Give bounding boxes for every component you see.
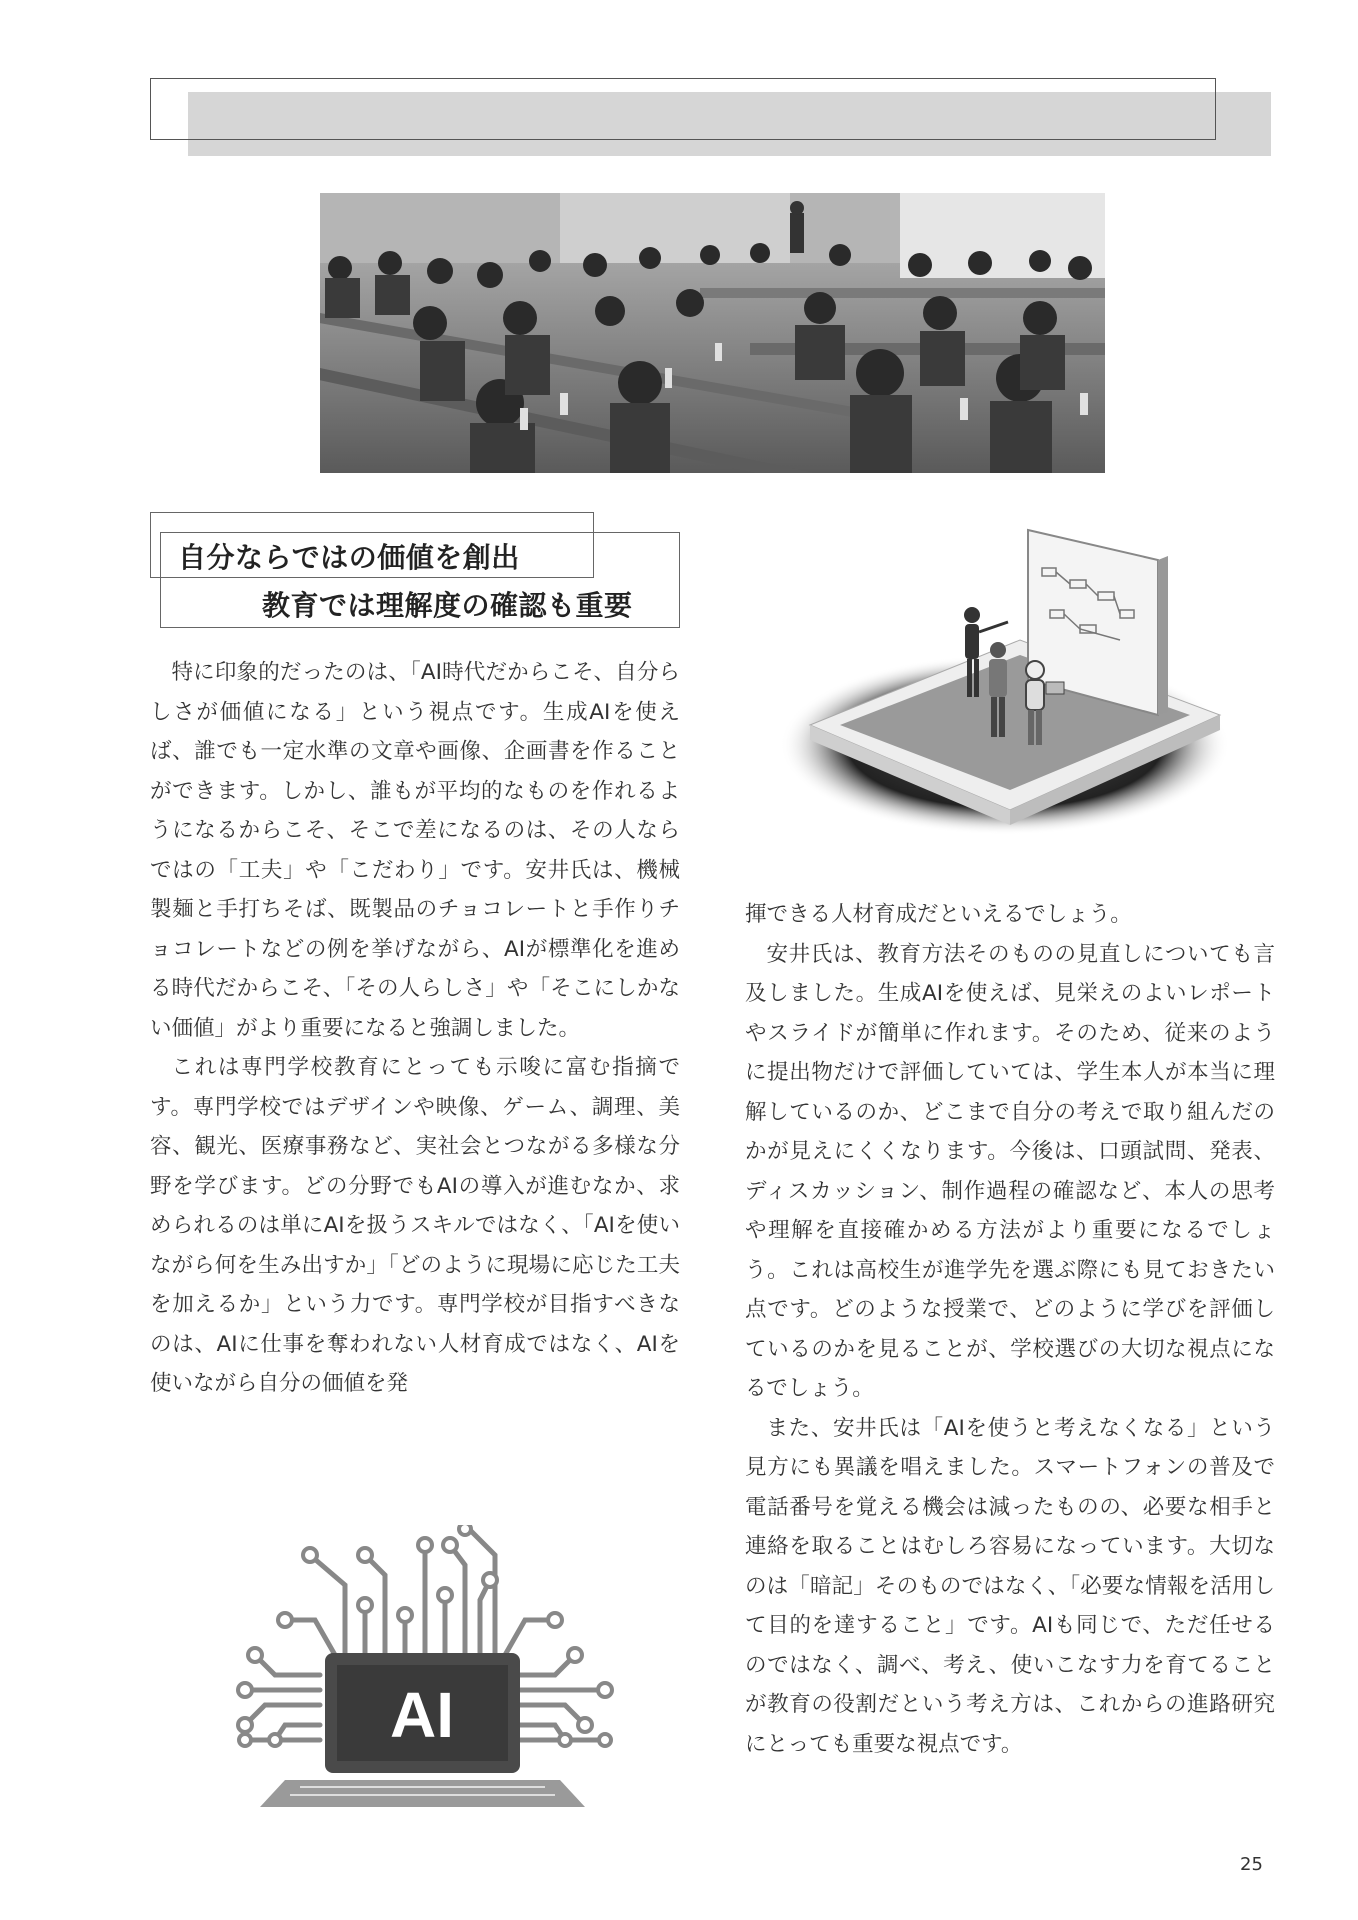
ai-laptop-icon [225, 1525, 625, 1810]
paragraph: また、安井氏は「AIを使うと考えなくなる」という見方にも異議を唱えました。スマートフォンの普及で電話番号を覚える機会は減ったものの、必要な相手と連絡を取ることはむしろ容易になっています。大切なのは「暗記」そのものではなく、「必要な情報を活用して目的を達すること」です。AIも同じで、ただ任せるのではなく、調べ、考え、使いこなす力を育てることが教育の役割だという考え方は、これからの進路研究にとっても重要な視点です。 [745, 1415, 1275, 1757]
page-number: 25 [1240, 1854, 1263, 1875]
paragraph: 安井氏は、教育方法そのものの見直しについても言及しました。生成AIを使えば、見栄えのよいレポートやスライドが簡単に作れます。そのため、従来のように提出物だけで評価していては、学生本人が本当に理解しているのか、どこまで自分の考えで取り組んだのかが見えにくくなります。今後は、口頭試問、発表、ディスカッション、制作過程の確認など、本人の思考や理解を直接確かめる方法がより重要になるでしょう。これは高校生が進学先を選ぶ際にも見ておきたい点です。どのような授業で、どのように学びを評価しているのかを見ることが、学校選びの大切な視点になるでしょう。 [745, 941, 1275, 1401]
robot-presentation-icon [780, 520, 1240, 850]
paragraph: これは専門学校教育にとっても示唆に富む指摘です。専門学校ではデザインや映像、ゲーム、調理、美容、観光、医療事務など、実社会とつながる多様な分野を学びます。どの分野でもAIの導入が進むなか、求められるのは単にAIを扱うスキルではなく、「AIを使いながら何を生み出すか」「どのように現場に応じた工夫を加えるか」という力です。専門学校が目指すべきなのは、AIに仕事を奪われない人材育成ではなく、AIを使いながら自分の価値を発 [150, 1055, 680, 1396]
header-frame [150, 78, 1216, 140]
seminar-photo-icon [320, 193, 1105, 473]
paragraph: 特に印象的だったのは、「AI時代だからこそ、自分らしさが価値になる」という視点です。生成AIを使えば、誰でも一定水準の文章や画像、企画書を作ることができます。しかし、誰もが平均的なものを作れるようになるからこそ、そこで差になるのは、その人ならではの「工夫」や「こだわり」です。安井氏は、機械製麺と手打ちそば、既製品のチョコレートと手作りチョコレートなどの例を挙げながら、AIが標準化を進める時代だからこそ、「その人らしさ」や「そこにしかない価値」がより重要になると強調しました。 [150, 660, 680, 1041]
paragraph-continuation: 揮できる人材育成だといえるでしょう。 [745, 902, 1132, 927]
robot-presentation-illustration [780, 520, 1240, 850]
left-column [150, 653, 680, 1404]
seminar-photo [320, 193, 1105, 473]
section-heading-line2: 教育では理解度の確認も重要 [262, 589, 633, 622]
ai-laptop-illustration [225, 1525, 625, 1810]
right-column [745, 895, 1275, 1764]
section-heading-line1: 自分ならではの価値を創出 [178, 541, 520, 574]
ai-label: AI [390, 1679, 454, 1751]
